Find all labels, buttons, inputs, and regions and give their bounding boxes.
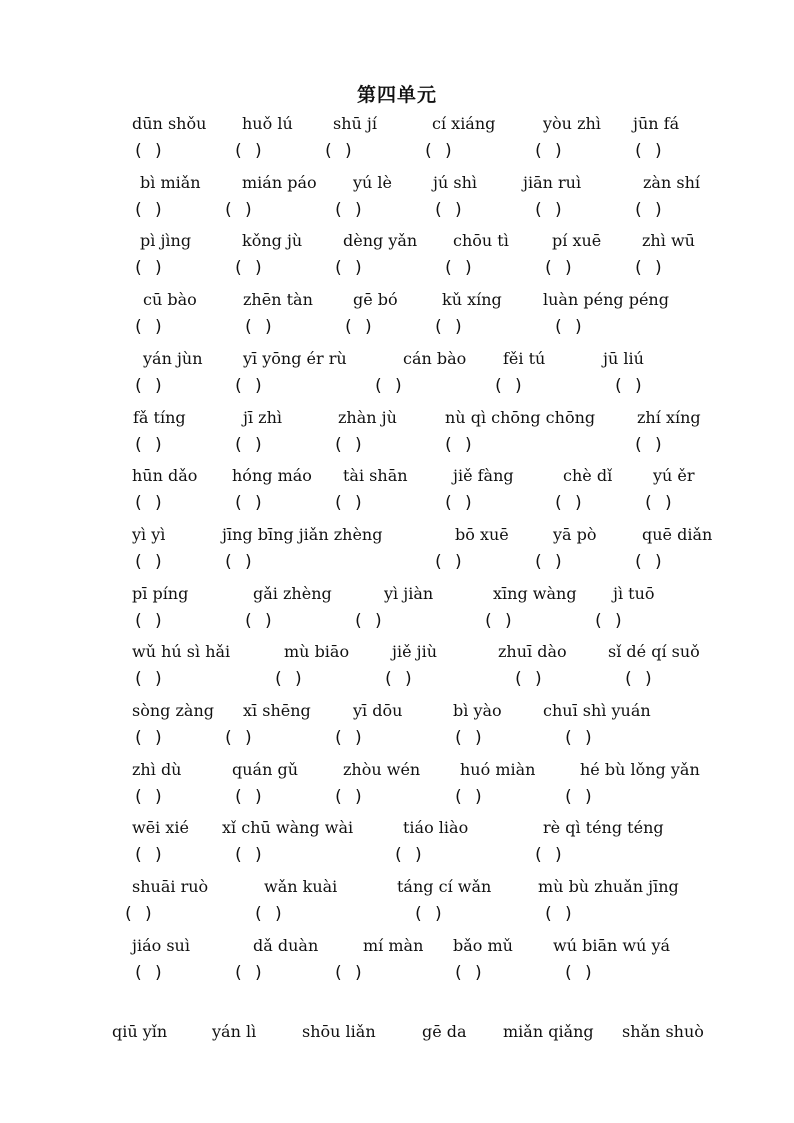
pinyin-row [0,112,794,136]
pinyin-word: yì yì [132,524,166,544]
answer-row [0,843,794,867]
answer-bracket[interactable]: ( ) [633,551,664,572]
answer-bracket[interactable]: ( ) [443,434,474,455]
pinyin-word: jiě jiù [392,642,438,662]
answer-bracket[interactable]: ( ) [453,728,484,748]
pinyin-row [0,934,794,958]
pinyin-row [0,288,794,312]
answer-bracket[interactable]: ( ) [383,669,414,690]
pinyin-word: mù bù zhuǎn jīng [538,877,679,897]
pinyin-row [0,875,794,899]
pinyin-word: zhì dù [132,759,182,779]
pinyin-row-last [0,1020,794,1044]
answer-bracket[interactable]: ( ) [513,669,544,690]
pinyin-word: dèng yǎn [343,231,418,251]
pinyin-word: jīng bīng jiǎn zhèng [222,524,383,544]
pinyin-word: nù qì chōng chōng [445,407,596,427]
answer-bracket[interactable]: ( ) [453,962,484,983]
pinyin-word: zhàn jù [338,407,397,427]
pinyin-word: chōu tì [453,231,509,251]
answer-bracket[interactable]: ( ) [373,375,404,396]
pinyin-word: mián páo [242,172,317,192]
pinyin-word: quán gǔ [232,759,299,779]
answer-bracket[interactable]: ( ) [123,904,154,925]
answer-bracket[interactable]: ( ) [553,317,584,338]
answer-bracket[interactable]: ( ) [333,493,364,514]
pinyin-row [0,171,794,195]
pinyin-word: kǒng jù [242,231,303,251]
answer-bracket[interactable]: ( ) [133,141,164,161]
pinyin-row [0,758,794,782]
pinyin-word: zàn shí [643,172,700,192]
pinyin-word: bì miǎn [140,172,201,192]
pinyin-word: qiū yǐn [112,1022,168,1041]
answer-bracket[interactable]: ( ) [333,962,364,983]
pinyin-word: hé bù lǒng yǎn [580,759,700,779]
pinyin-word: tiáo liào [403,818,469,838]
answer-bracket[interactable]: ( ) [223,199,254,220]
answer-bracket[interactable]: ( ) [233,258,264,279]
pinyin-word: yú ěr [653,466,695,486]
pinyin-word: chuī shì yuán [543,701,651,720]
answer-row [0,961,794,985]
pinyin-word: dūn shǒu [132,114,207,133]
answer-bracket[interactable]: ( ) [333,199,364,220]
answer-bracket[interactable]: ( ) [273,669,304,690]
answer-bracket[interactable]: ( ) [433,199,464,220]
pinyin-word: luàn péng péng [543,290,669,310]
answer-bracket[interactable]: ( ) [613,375,644,396]
answer-bracket[interactable]: ( ) [233,845,264,866]
answer-bracket[interactable]: ( ) [243,610,274,631]
pinyin-word: mù biāo [284,642,350,662]
pinyin-word: xī shēng [243,701,311,720]
answer-bracket[interactable]: ( ) [633,141,664,161]
answer-row [0,198,794,222]
answer-row [0,491,794,515]
answer-bracket[interactable]: ( ) [333,786,364,807]
answer-bracket[interactable]: ( ) [333,434,364,455]
answer-bracket[interactable]: ( ) [413,904,444,925]
pinyin-word: wēi xié [132,818,189,838]
answer-bracket[interactable]: ( ) [393,845,424,866]
pinyin-word: sòng zàng [132,701,214,720]
answer-bracket[interactable]: ( ) [533,551,564,572]
answer-bracket[interactable]: ( ) [533,199,564,220]
answer-bracket[interactable]: ( ) [333,728,364,748]
answer-bracket[interactable]: ( ) [133,728,164,748]
pinyin-word: jūn fá [633,114,680,133]
answer-bracket[interactable]: ( ) [563,962,594,983]
answer-bracket[interactable]: ( ) [543,904,574,925]
pinyin-word: jiáo suì [132,935,190,955]
pinyin-row [0,699,794,723]
pinyin-row [0,582,794,606]
pinyin-word: shǎn shuò [622,1022,704,1041]
answer-bracket[interactable]: ( ) [433,317,464,338]
answer-bracket[interactable]: ( ) [443,258,474,279]
pinyin-word: zhì wū [642,231,695,251]
pinyin-word: kǔ xíng [442,290,502,310]
answer-bracket[interactable]: ( ) [133,317,164,338]
answer-bracket[interactable]: ( ) [333,258,364,279]
answer-bracket[interactable]: ( ) [343,317,374,338]
answer-bracket[interactable]: ( ) [593,610,624,631]
pinyin-word: yì jiàn [384,583,434,603]
pinyin-word: shuāi ruò [132,877,209,897]
pinyin-word: táng cí wǎn [397,877,492,897]
answer-bracket[interactable]: ( ) [633,199,664,220]
answer-bracket[interactable]: ( ) [223,728,254,748]
pinyin-word: zhuī dào [498,642,567,662]
pinyin-word: yòu zhì [543,114,601,133]
pinyin-word: zhòu wén [343,759,421,779]
answer-row [0,609,794,633]
answer-bracket[interactable]: ( ) [133,610,164,631]
answer-bracket[interactable]: ( ) [133,258,164,279]
answer-bracket[interactable]: ( ) [233,786,264,807]
pinyin-word: yī yōng ér rù [243,348,347,368]
pinyin-row [0,640,794,664]
answer-bracket[interactable]: ( ) [533,141,564,161]
answer-bracket[interactable]: ( ) [133,669,164,690]
pinyin-word: pì jìng [140,231,192,251]
answer-bracket[interactable]: ( ) [433,551,464,572]
pinyin-word: gǎi zhèng [253,583,332,603]
pinyin-word: jū liú [603,348,644,368]
answer-row [0,374,794,398]
pinyin-row [0,406,794,430]
answer-row [0,433,794,457]
answer-bracket[interactable]: ( ) [233,493,264,514]
pinyin-word: yī dōu [353,701,403,720]
pinyin-word: jiān ruì [523,172,582,192]
answer-bracket[interactable]: ( ) [133,962,164,983]
answer-bracket[interactable]: ( ) [233,434,264,455]
pinyin-word: sǐ dé qí suǒ [608,642,700,662]
pinyin-word: wǎn kuài [264,877,338,897]
pinyin-word: chè dǐ [563,466,613,486]
pinyin-word: dǎ duàn [253,935,319,955]
answer-bracket[interactable]: ( ) [323,141,354,161]
pinyin-word: jì tuō [613,583,655,603]
pinyin-word: jú shì [433,172,477,192]
pinyin-word: tài shān [343,466,408,486]
answer-bracket[interactable]: ( ) [133,199,164,220]
answer-bracket[interactable]: ( ) [233,141,264,161]
pinyin-word: huǒ lú [242,114,293,133]
answer-bracket[interactable]: ( ) [483,610,514,631]
pinyin-word: fěi tú [503,348,546,368]
pinyin-word: pī píng [132,583,189,603]
answer-bracket[interactable]: ( ) [133,375,164,396]
answer-row [0,785,794,809]
pinyin-word: wú biān wú yá [553,935,671,955]
pinyin-word: cí xiáng [432,114,496,133]
answer-row [0,726,794,750]
answer-row [0,667,794,691]
pinyin-word: bì yào [453,701,502,720]
answer-bracket[interactable]: ( ) [443,493,474,514]
pinyin-row [0,816,794,840]
answer-row [0,550,794,574]
answer-bracket[interactable]: ( ) [533,845,564,866]
answer-row [0,902,794,926]
answer-row [0,315,794,339]
answer-bracket[interactable]: ( ) [133,786,164,807]
pinyin-word: mí màn [363,935,424,955]
answer-row [0,256,794,280]
pinyin-word: cán bào [403,348,467,368]
pinyin-row [0,229,794,253]
pinyin-word: xīng wàng [493,583,577,603]
pinyin-word: yā pò [553,524,597,544]
answer-bracket[interactable]: ( ) [563,786,594,807]
pinyin-word: bō xuē [455,524,509,544]
answer-bracket[interactable]: ( ) [633,258,664,279]
answer-bracket[interactable]: ( ) [643,493,674,514]
answer-bracket[interactable]: ( ) [423,141,454,161]
pinyin-word: shū jí [333,114,377,133]
pinyin-row [0,347,794,371]
pinyin-word: rè qì téng téng [543,818,664,838]
pinyin-word: xǐ chū wàng wài [222,818,354,838]
pinyin-word: gē bó [353,290,398,310]
page-title: 第四单元 [356,84,437,106]
pinyin-row [0,523,794,547]
pinyin-word: pí xuē [552,231,602,251]
pinyin-word: gē da [422,1022,467,1041]
pinyin-word: wǔ hú sì hǎi [132,642,231,662]
pinyin-word: yán jùn [143,348,203,368]
answer-bracket[interactable]: ( ) [243,317,274,338]
answer-bracket[interactable]: ( ) [563,728,594,748]
pinyin-word: yú lè [353,172,393,192]
answer-bracket[interactable]: ( ) [553,493,584,514]
pinyin-word: jiě fàng [453,466,514,486]
answer-bracket[interactable]: ( ) [493,375,524,396]
answer-bracket[interactable]: ( ) [133,845,164,866]
answer-bracket[interactable]: ( ) [133,434,164,455]
answer-bracket[interactable]: ( ) [543,258,574,279]
pinyin-word: zhēn tàn [243,290,313,310]
answer-bracket[interactable]: ( ) [133,493,164,514]
pinyin-word: yán lì [212,1022,257,1041]
pinyin-word: quē diǎn [642,524,713,544]
answer-bracket[interactable]: ( ) [633,434,664,455]
pinyin-word: bǎo mǔ [453,935,513,955]
answer-bracket[interactable]: ( ) [623,669,654,690]
pinyin-word: shōu liǎn [302,1022,376,1041]
pinyin-word: hóng máo [232,466,312,486]
answer-bracket[interactable]: ( ) [233,962,264,983]
answer-row [0,139,794,163]
answer-bracket[interactable]: ( ) [253,904,284,925]
pinyin-word: fǎ tíng [133,407,186,427]
pinyin-word: jī zhì [243,407,283,427]
answer-bracket[interactable]: ( ) [223,551,254,572]
pinyin-word: cū bào [143,290,197,310]
answer-bracket[interactable]: ( ) [133,551,164,572]
pinyin-word: zhí xíng [637,407,701,427]
pinyin-word: huó miàn [460,759,536,779]
pinyin-word: hūn dǎo [132,466,198,486]
pinyin-word: miǎn qiǎng [503,1022,594,1041]
pinyin-row [0,464,794,488]
answer-bracket[interactable]: ( ) [233,375,264,396]
answer-bracket[interactable]: ( ) [453,786,484,807]
answer-bracket[interactable]: ( ) [353,610,384,631]
